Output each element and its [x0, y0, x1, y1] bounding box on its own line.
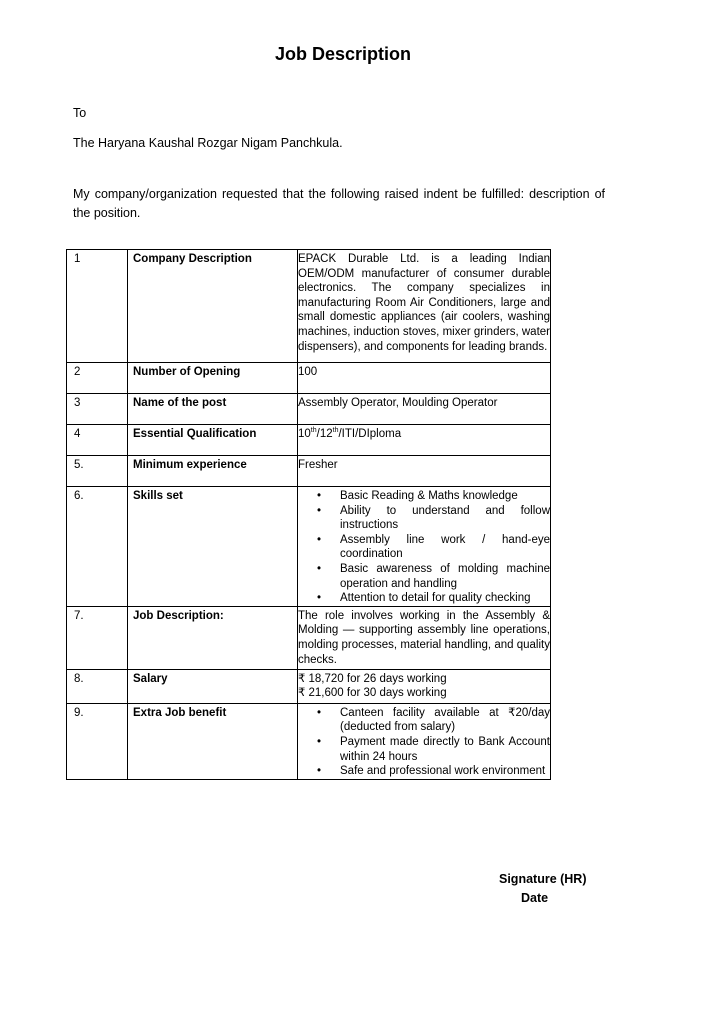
job-description-table: [66, 249, 551, 780]
salary-line: ₹ 18,720 for 26 days working: [298, 672, 447, 685]
ordinal-suffix: th: [310, 427, 317, 434]
qualification-value: [298, 425, 551, 456]
experience-value: Fresher: [298, 456, 551, 487]
row-label: Skills set: [128, 487, 298, 607]
row-label: Salary: [128, 669, 298, 703]
list-item: • Basic Reading & Maths knowledge: [340, 489, 550, 504]
table-row: [67, 703, 551, 779]
job-description-value: The role involves working in the Assembly & Molding — supporting assembly line operations, molding processes, material handling, and quality checks.: [298, 606, 551, 669]
benefits-value: [298, 703, 551, 779]
row-number: 5.: [67, 456, 128, 487]
list-item: • Ability to understand and follow instructions: [340, 504, 550, 533]
signature-date: Date: [521, 891, 549, 905]
ordinal-suffix: th: [332, 427, 339, 434]
row-number: 2: [67, 363, 128, 394]
skills-list: [298, 489, 550, 606]
row-label: Minimum experience: [128, 456, 298, 487]
row-label: Extra Job benefit: [128, 703, 298, 779]
row-number: 3: [67, 394, 128, 425]
salutation-to: To: [73, 106, 87, 120]
number-of-opening-value: 100: [298, 363, 551, 394]
skills-value: [298, 487, 551, 607]
row-label: Job Description:: [128, 606, 298, 669]
intro-paragraph: My company/organization requested that the following raised indent be fulfilled: description of the position.: [73, 187, 605, 220]
list-item: • Attention to detail for quality checking: [340, 591, 550, 606]
row-number: 4: [67, 425, 128, 456]
row-label: Essential Qualification: [128, 425, 298, 456]
table-row: [67, 425, 551, 456]
row-label: Company Description: [128, 250, 298, 363]
qualification-part: 10: [298, 428, 311, 440]
list-item: • Assembly line work / hand-eye coordination: [340, 533, 550, 562]
salary-line: ₹ 21,600 for 30 days working: [298, 687, 447, 700]
addressee: The Haryana Kaushal Rozgar Nigam Panchkula.: [73, 136, 343, 150]
row-number: 1: [67, 250, 128, 363]
qualification-part: /12: [316, 428, 333, 440]
table-row: [67, 363, 551, 394]
table-row: [67, 456, 551, 487]
row-number: 8.: [67, 669, 128, 703]
table-row: [67, 669, 551, 703]
table-row: [67, 606, 551, 669]
qualification-part: /ITI/DIploma: [338, 428, 402, 440]
list-item: • Safe and professional work environment: [340, 764, 550, 779]
table-row: [67, 394, 551, 425]
list-item: • Canteen facility available at ₹20/day (deducted from salary): [340, 706, 550, 735]
salary-value: [298, 669, 551, 703]
list-item: • Payment made directly to Bank Account within 24 hours: [340, 735, 550, 764]
row-number: 9.: [67, 703, 128, 779]
signature-hr: Signature (HR): [499, 872, 587, 886]
benefits-list: [298, 706, 550, 779]
row-label: Name of the post: [128, 394, 298, 425]
page-title: Job Description: [274, 44, 412, 64]
row-number: 7.: [67, 606, 128, 669]
table-row: [67, 487, 551, 607]
table-row: [67, 250, 551, 363]
row-label: Number of Opening: [128, 363, 298, 394]
post-name-value: Assembly Operator, Moulding Operator: [298, 394, 551, 425]
list-item: • Basic awareness of molding machine operation and handling: [340, 562, 550, 591]
row-number: 6.: [67, 487, 128, 607]
company-description-value: EPACK Durable Ltd. is a leading Indian OEM/ODM manufacturer of consumer durable electronics. The company specializes in manufacturing Room Air Conditioners, large and small domestic appliances (air coolers, washing machines, induction stoves, mixer grinders, water dispensers), and components for leading brands.: [298, 250, 551, 363]
